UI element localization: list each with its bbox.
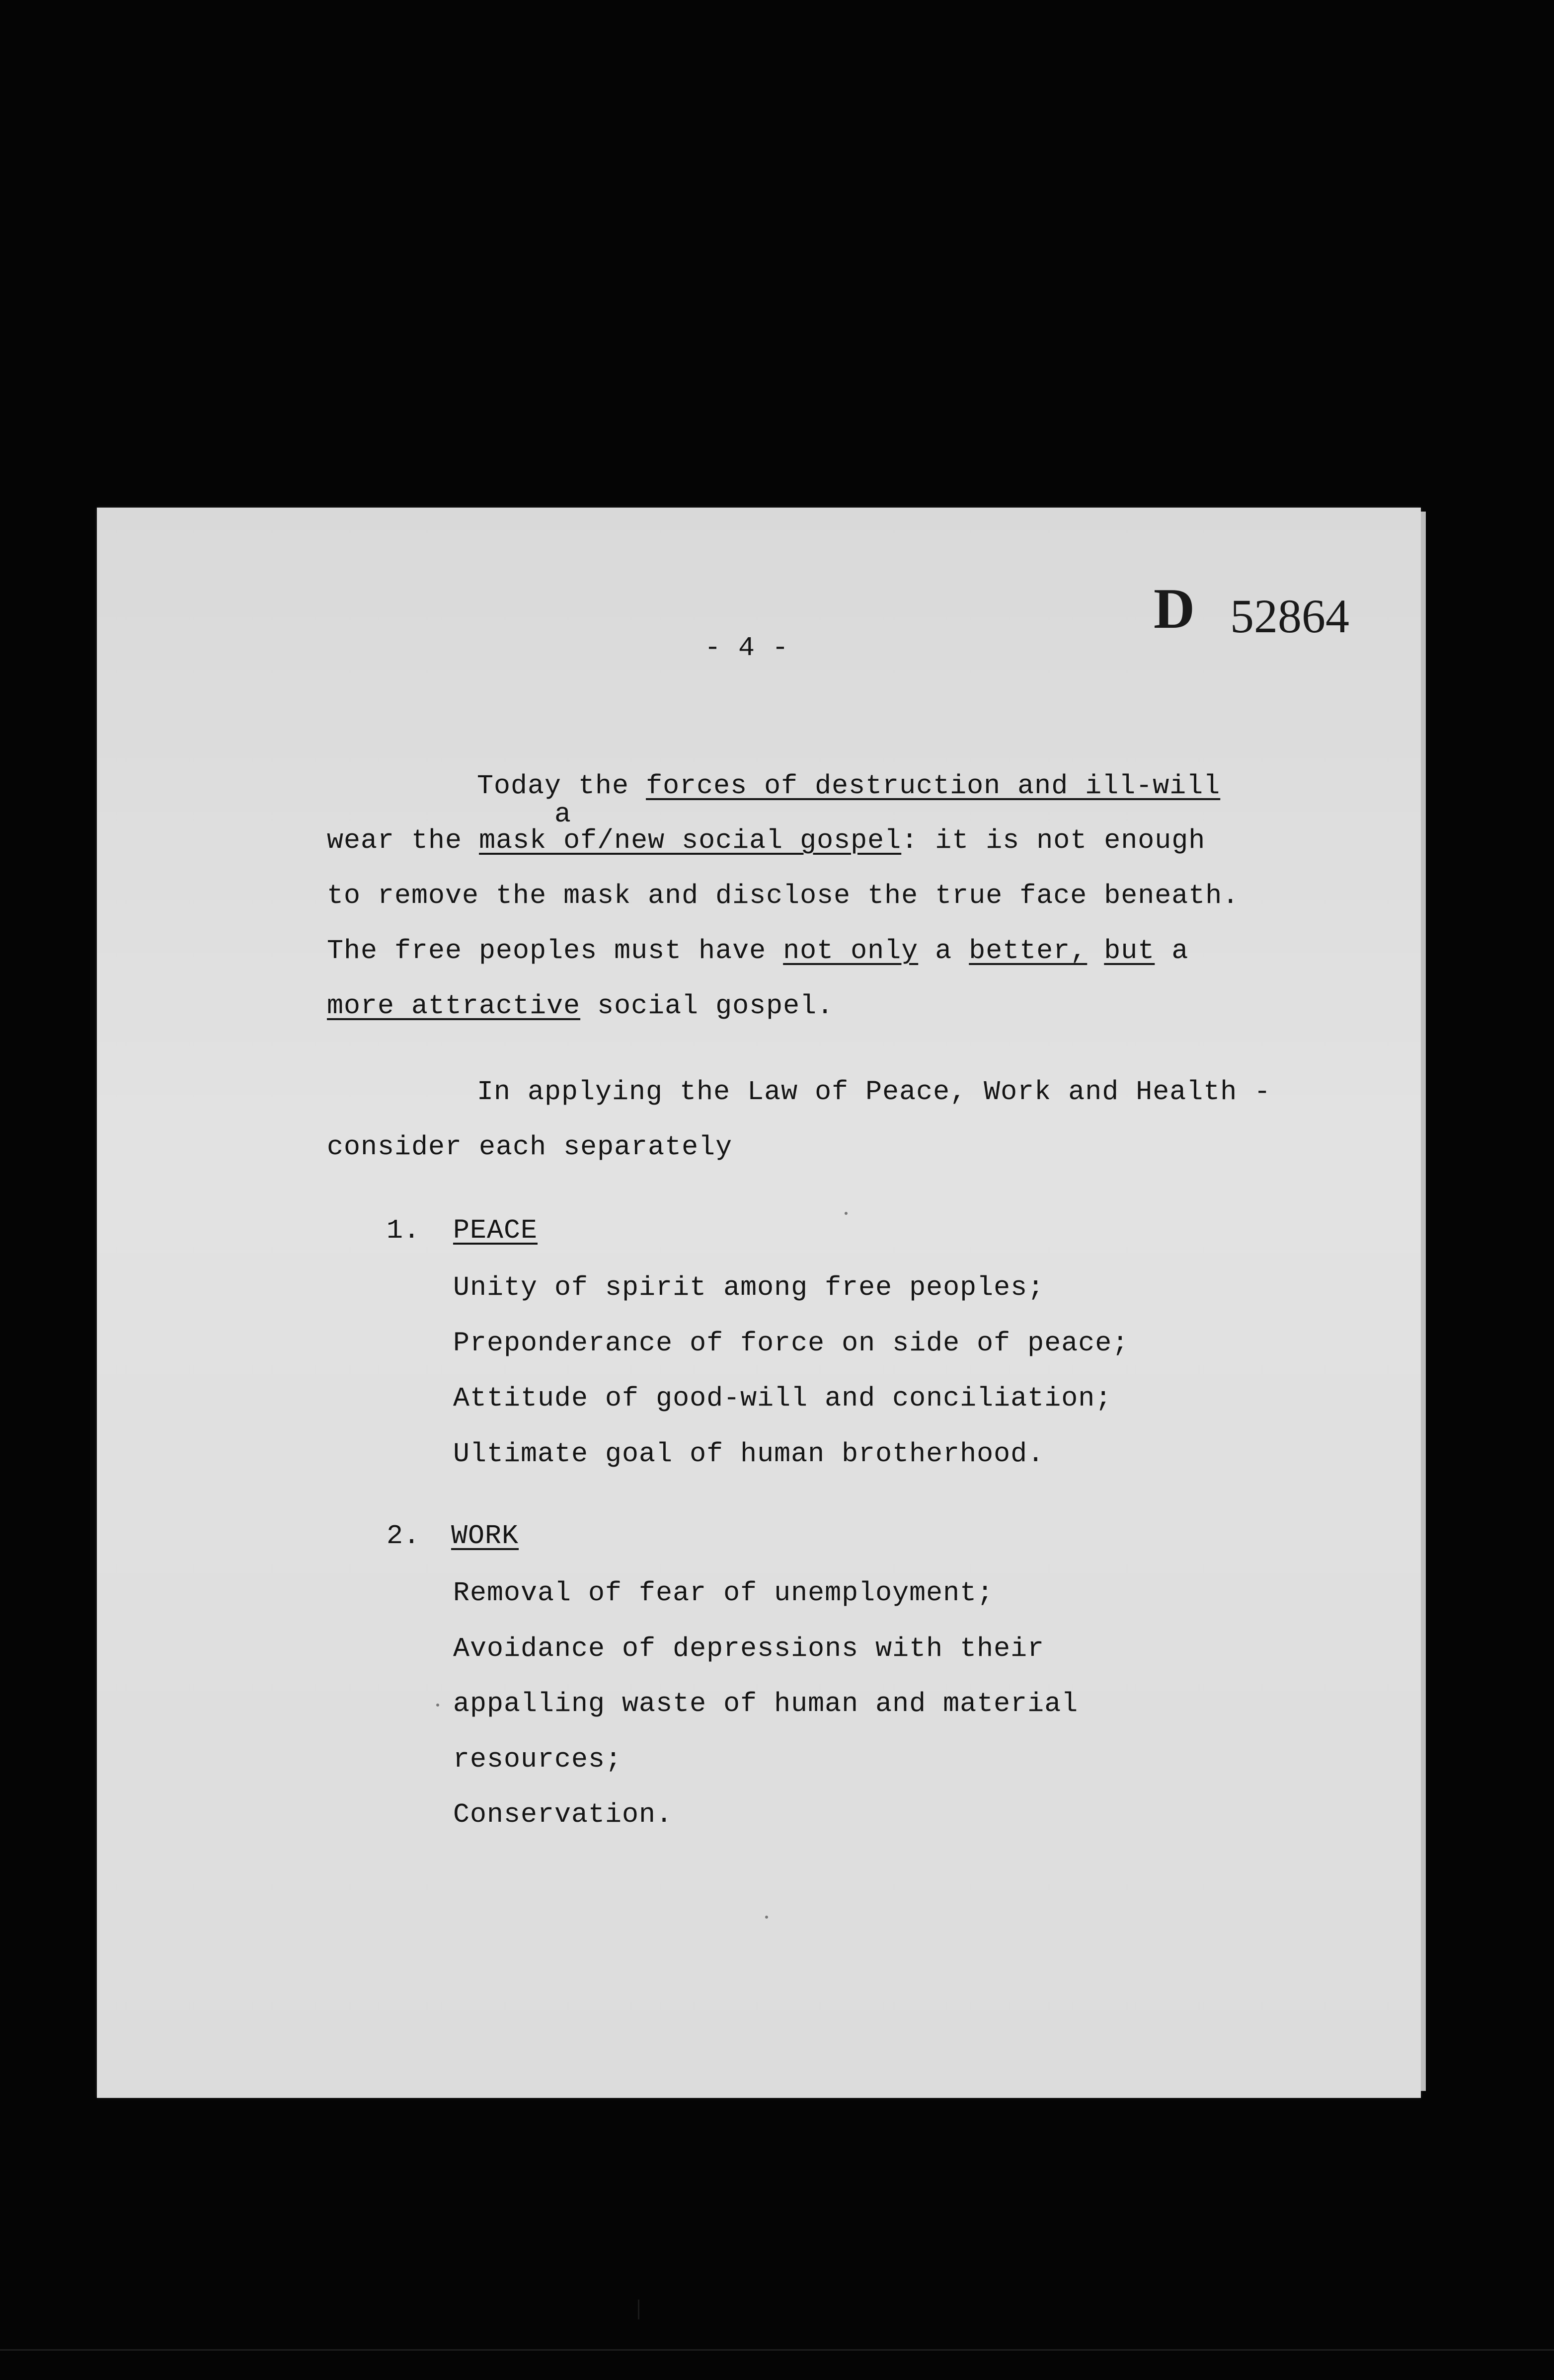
underlined-phrase: forces of destruction and ill-will — [646, 770, 1221, 802]
underlined-phrase: not only — [783, 935, 919, 967]
film-edge-line — [0, 2349, 1554, 2351]
text-span: social gospel. — [580, 990, 834, 1022]
list-item: Removal of fear of unemployment; — [453, 1577, 994, 1609]
underlined-phrase: mask of/new social gospel — [479, 825, 902, 856]
text-line — [477, 772, 1220, 800]
document-id-prefix: D — [1154, 577, 1195, 640]
text-line: In applying the Law of Peace, Work and Health - — [477, 1076, 1271, 1108]
text-line — [327, 992, 834, 1020]
list-item: Preponderance of force on side of peace; — [453, 1328, 1129, 1359]
text-line — [327, 827, 1205, 854]
list-item: Conservation. — [453, 1799, 673, 1830]
list-item: appalling waste of human and material — [453, 1688, 1079, 1719]
text-line — [327, 937, 1188, 965]
text-span — [1087, 935, 1104, 967]
section-number: 1. — [387, 1215, 421, 1246]
document-id-number: 52864 — [1230, 590, 1349, 643]
underlined-phrase: better, — [969, 935, 1088, 967]
underlined-phrase: but — [1104, 935, 1155, 967]
handwritten-insertion: a — [554, 799, 572, 830]
paper-speck — [436, 1704, 439, 1707]
list-item: resources; — [453, 1744, 622, 1775]
underlined-phrase: more attractive — [327, 990, 581, 1022]
section-heading: PEACE — [453, 1215, 538, 1246]
text-line: to remove the mask and disclose the true face beneath. — [327, 880, 1240, 911]
text-span: The free peoples must have — [327, 935, 783, 967]
text-span: : it is not enough — [901, 825, 1206, 856]
list-item: Unity of spirit among free peoples; — [453, 1272, 1045, 1303]
text-span: a — [1155, 935, 1189, 967]
paper-speck — [845, 1212, 848, 1215]
paper-speck — [765, 1916, 768, 1919]
text-span: Today the — [477, 770, 646, 802]
text-span: a — [918, 935, 969, 967]
list-item: Attitude of good-will and conciliation; — [453, 1383, 1112, 1414]
text-span: wear the — [327, 825, 479, 856]
list-item: Ultimate goal of human brotherhood. — [453, 1438, 1045, 1470]
text-line: consider each separately — [327, 1131, 733, 1163]
film-scratch — [638, 2300, 639, 2319]
page-number: - 4 - — [704, 632, 789, 664]
section-number: 2. — [387, 1520, 421, 1552]
list-item: Avoidance of depressions with their — [453, 1633, 1045, 1664]
section-heading: WORK — [451, 1520, 519, 1552]
